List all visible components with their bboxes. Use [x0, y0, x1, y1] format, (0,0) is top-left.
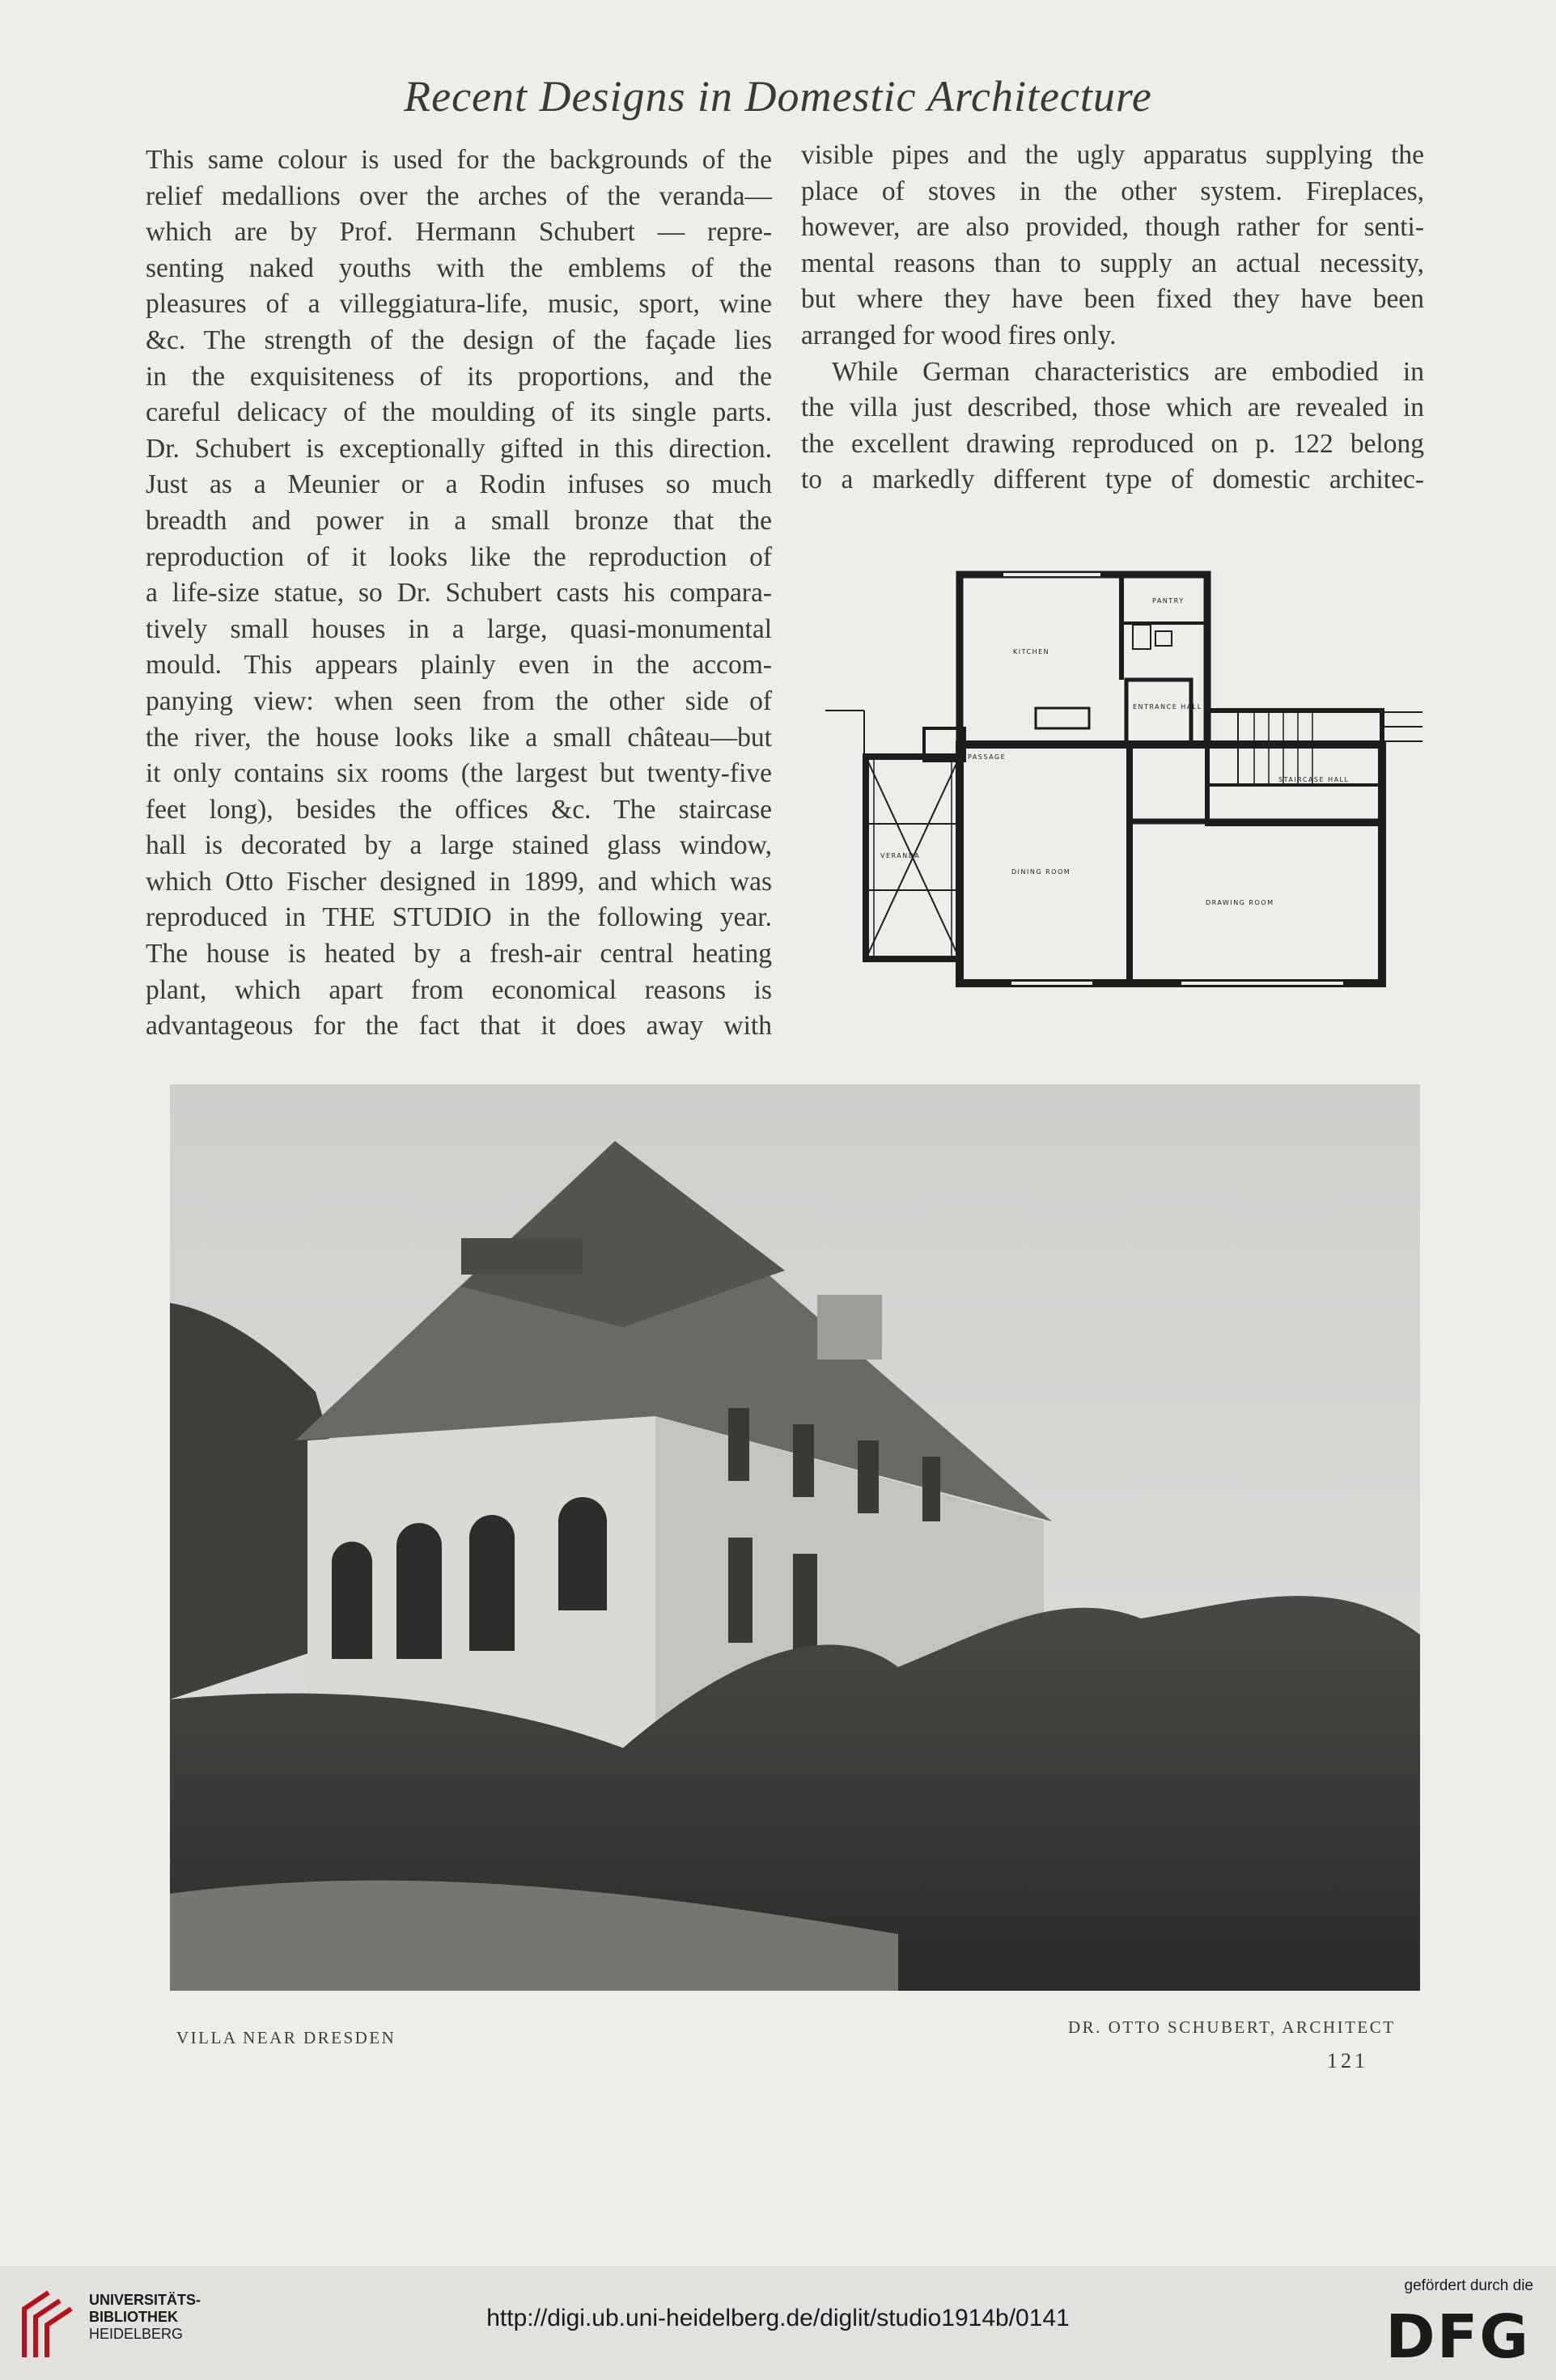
text-line: which Otto Fischer designed in 1899, and which was — [146, 866, 772, 897]
text-line: breadth and power in a small bronze that the — [146, 505, 772, 536]
text-line: the excellent drawing reproduced on p. 122 belong — [801, 428, 1424, 459]
text-line: The house is heated by a fresh-air central heating — [146, 939, 772, 969]
text-line: which are by Prof. Hermann Schubert — repre- — [146, 217, 772, 248]
text-line: in the exquisiteness of its proportions, and the — [146, 361, 772, 392]
page-number: 121 — [1327, 2049, 1368, 2072]
right-text-column — [801, 138, 1424, 498]
text-line: plant, which apart from economical reasons is — [146, 974, 772, 1005]
plan-label-pantry: PANTRY — [1152, 597, 1185, 605]
text-line: relief medallions over the arches of the veranda— — [146, 180, 772, 211]
text-line: senting naked youths with the emblems of the — [146, 252, 772, 283]
text-line: a life-size statue, so Dr. Schubert casts his compara- — [146, 578, 772, 609]
text-line: careful delicacy of the moulding of its single parts. — [146, 397, 772, 428]
text-line: however, are also provided, though rather for senti- — [801, 212, 1424, 243]
villa-photograph — [170, 1084, 1420, 1991]
floor-plan-drawing — [825, 566, 1424, 995]
text-line: but where they have been fixed they have been — [801, 284, 1424, 315]
text-line: While German characteristics are embodied in — [832, 356, 1424, 387]
text-line: reproduced in THE STUDIO in the following year. — [146, 902, 772, 933]
plan-label-staircase-hall: STAIRCASE HALL — [1278, 776, 1350, 783]
permalink-url[interactable]: http://digi.ub.uni-heidelberg.de/diglit/studio1914b/0141 — [486, 2305, 1070, 2331]
text-line: panying view: when seen from the other side of — [146, 685, 772, 716]
text-line: hall is decorated by a large stained glass window, — [146, 830, 772, 861]
text-line: tively small houses in a large, quasi-monumental — [146, 613, 772, 644]
text-line: mental reasons than to supply an actual necessity, — [801, 248, 1424, 278]
text-line: &c. The strength of the design of the façade lies — [146, 325, 772, 355]
text-line: This same colour is used for the backgrounds of the — [146, 145, 772, 175]
text-line: Just as a Meunier or a Rodin infuses so much — [146, 469, 772, 500]
text-line: place of stoves in the other system. Fireplaces, — [801, 176, 1424, 206]
funding-note: gefördert durch die — [1404, 2277, 1533, 2294]
plan-label-drawing-room: DRAWING ROOM — [1206, 899, 1274, 906]
text-line: pleasures of a villeggiatura-life, music, sport, wine — [146, 289, 772, 320]
text-line: reproduction of it looks like the reproduction of — [146, 541, 772, 572]
text-line: Dr. Schubert is exceptionally gifted in this direction. — [146, 433, 772, 464]
text-line: the river, the house looks like a small château—but — [146, 722, 772, 753]
running-head: Recent Designs in Domestic Architecture — [404, 72, 1152, 121]
text-line: mould. This appears plainly even in the accom- — [146, 650, 772, 681]
text-line: arranged for wood fires only. — [801, 320, 1117, 350]
plan-label-passage: PASSAGE — [968, 753, 1007, 761]
text-line: visible pipes and the ugly apparatus supplying the — [801, 140, 1424, 170]
plan-label-veranda: VERANDA — [880, 852, 921, 859]
text-line: to a markedly different type of domestic architec- — [801, 465, 1424, 495]
plan-label-kitchen: KITCHEN — [1013, 648, 1050, 655]
digitization-footer — [0, 2266, 1556, 2380]
dfg-logo: DFG — [1385, 2302, 1530, 2372]
text-line: the villa just described, those which are revealed in — [801, 392, 1424, 423]
plan-label-entrance-hall: ENTRANCE HALL — [1133, 703, 1202, 711]
library-name-line: UNIVERSITÄTS- — [89, 2292, 201, 2308]
photo-caption-architect: DR. OTTO SCHUBERT, ARCHITECT — [1068, 2017, 1396, 2037]
library-name-line: BIBLIOTHEK — [89, 2309, 178, 2325]
library-name-line: HEIDELBERG — [89, 2326, 184, 2342]
text-line: it only contains six rooms (the largest but twenty-five — [146, 758, 772, 789]
photo-caption-title: VILLA NEAR DRESDEN — [176, 2028, 396, 2047]
plan-label-dining-room: DINING ROOM — [1011, 868, 1071, 876]
text-line: advantageous for the fact that it does away with — [146, 1011, 772, 1042]
left-text-column — [146, 142, 772, 1045]
text-line: feet long), besides the offices &c. The staircase — [146, 794, 772, 825]
